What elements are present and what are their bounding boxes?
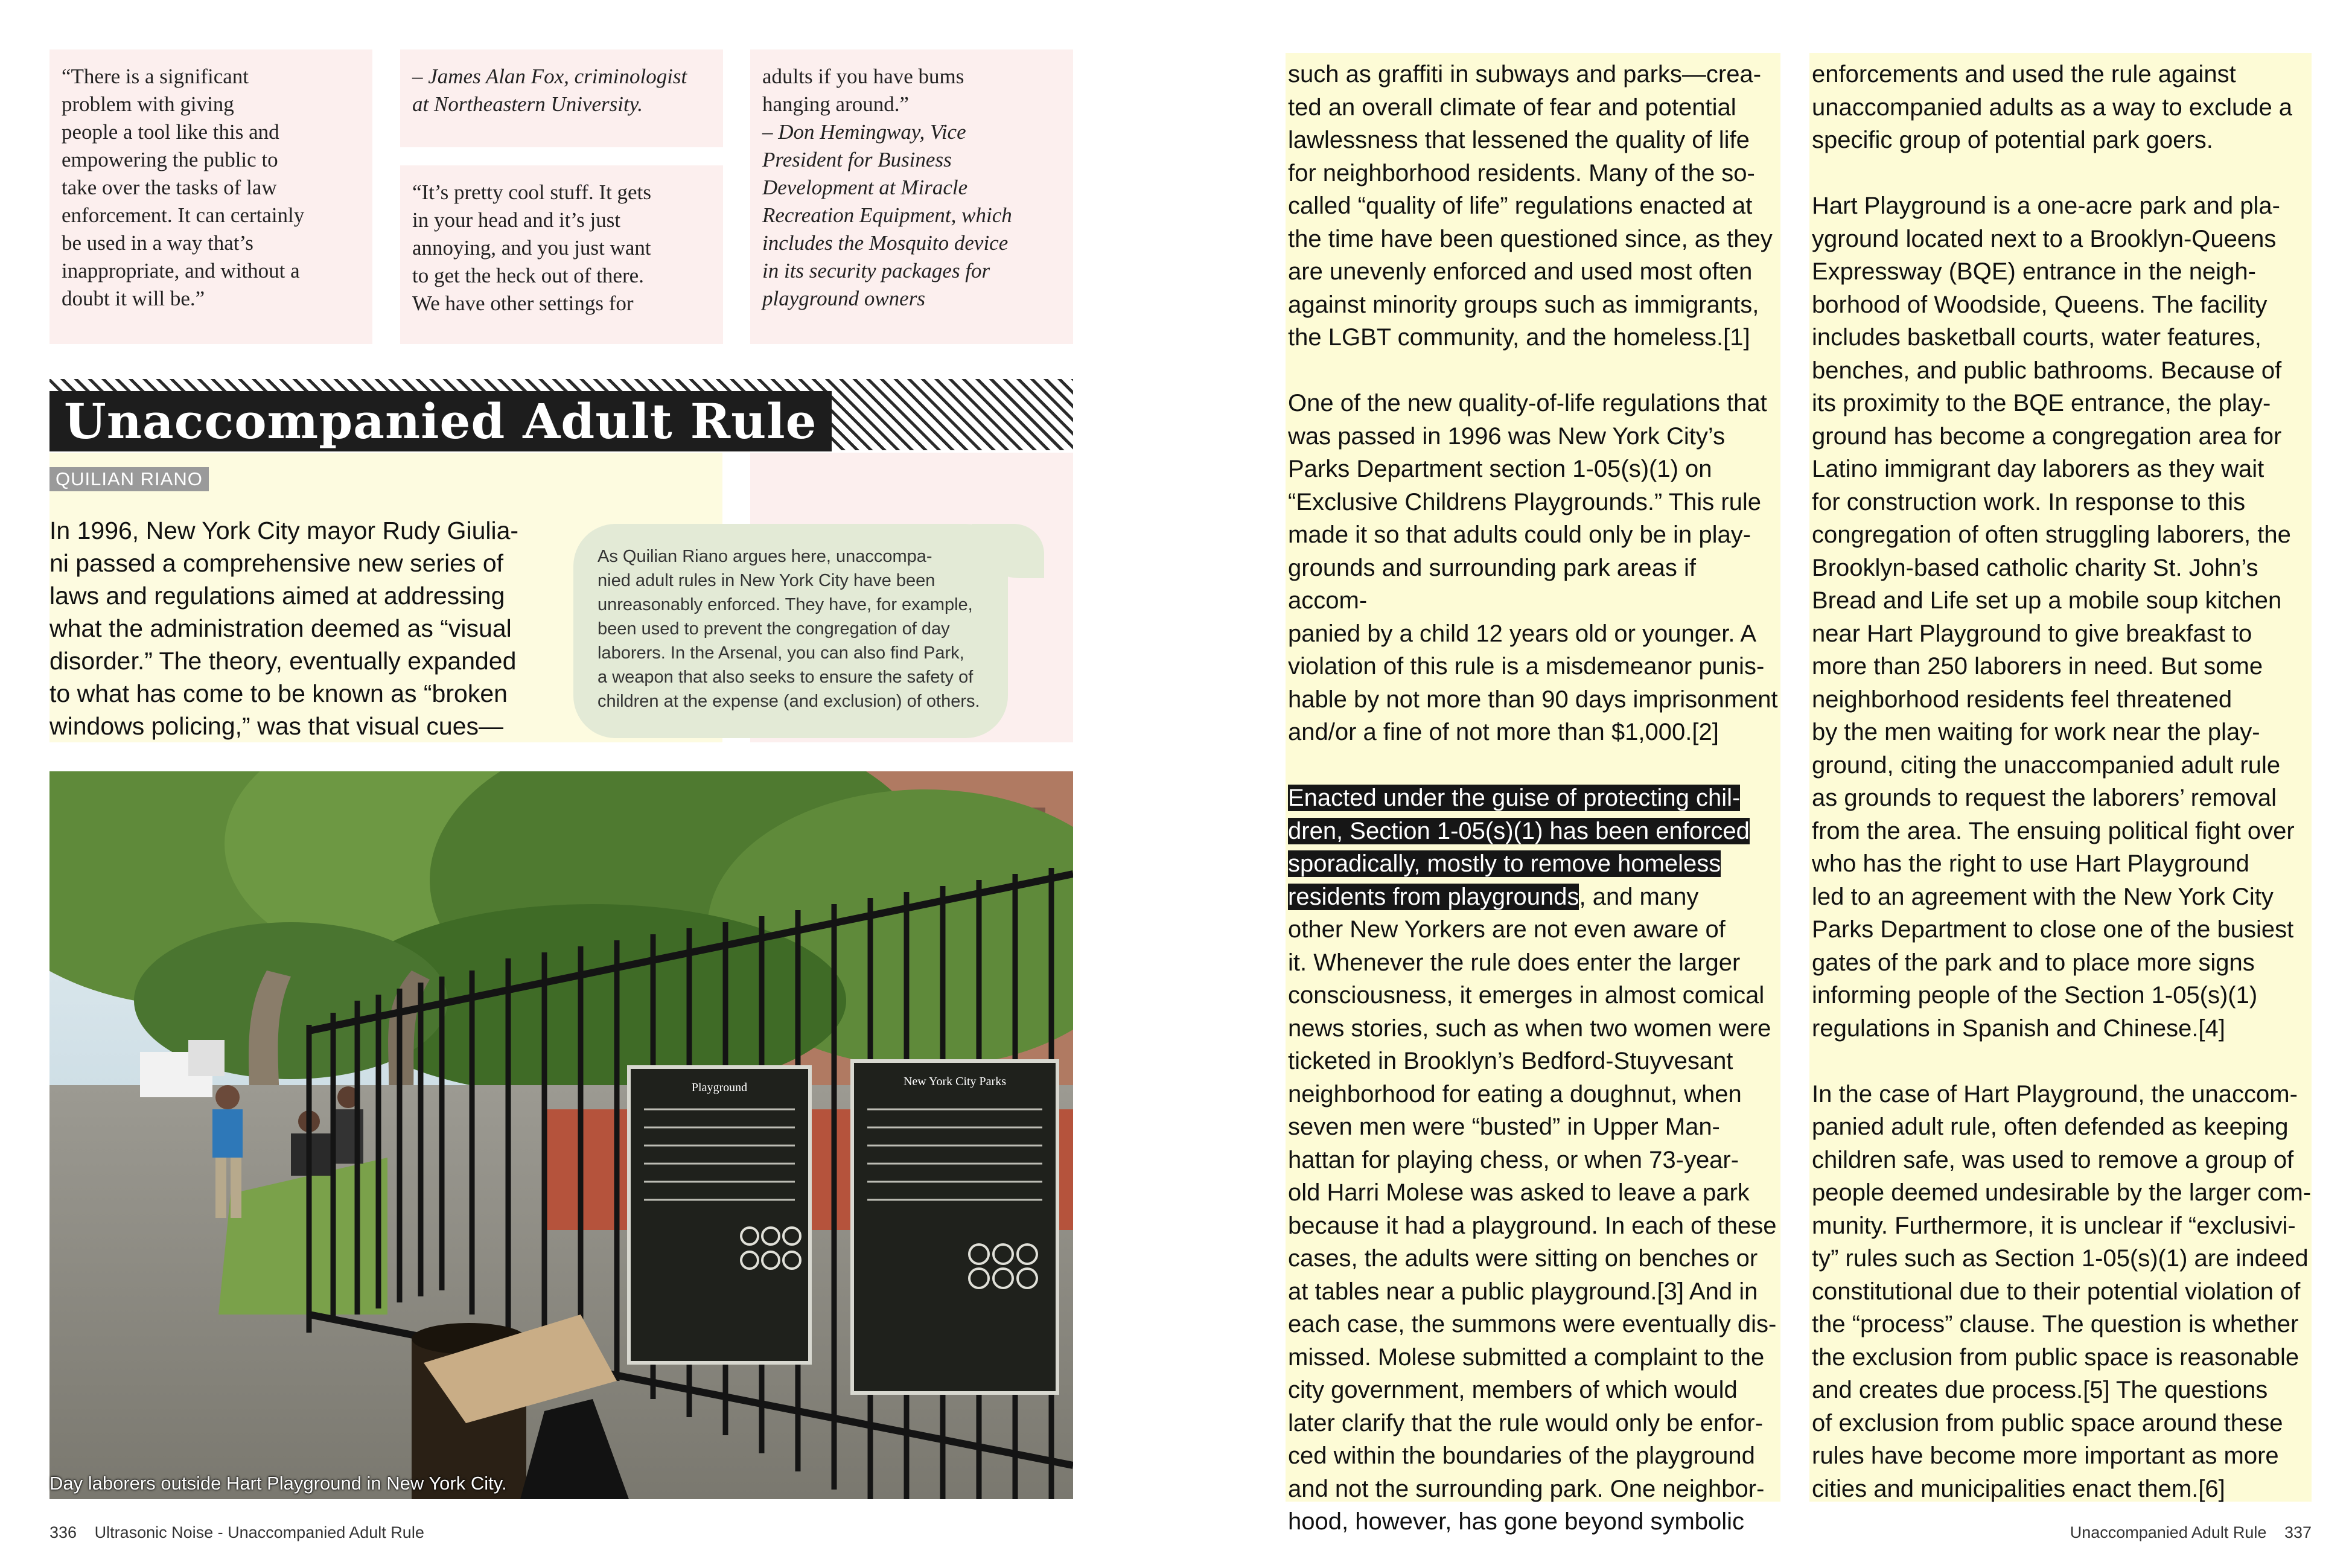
quote-attribution-fox: – James Alan Fox, criminologist at Northeastern University.	[412, 65, 687, 116]
author-byline: QUILIAN RIANO	[49, 467, 209, 491]
photo-hart-playground	[49, 771, 1073, 1499]
page-number-right: 337	[2284, 1523, 2312, 1541]
running-head-left: Ultrasonic Noise - Unaccompanied Adult Rule	[94, 1523, 424, 1541]
footer-right	[2070, 1523, 2312, 1542]
col2-paragraph-3: In the case of Hart Playground, the unaccom- panied adult rule, often defended as keeping children safe, was used to remove a group of people deemed undesirable by the larger com- munity. Furthermore, it is unclear if “exclusivi- ty” rules such as Section 1-05(s)(1) are indeed constitutional due to their potential violation of the “process” clause. The question is whether the exclusion from public space is reasonable and creates due process.[5] The questions of exclusion from public space around these rules have become more important as more cities and municipalities enact them.[6]	[1812, 1080, 2312, 1502]
photo-illustration	[49, 771, 1073, 1499]
quote-box-fox	[49, 49, 372, 344]
quote-attribution-hemingway: – Don Hemingway, Vice President for Business Development at Miracle Recreation Equipment, which includes the Mosquito device in its security packages for playground owners	[762, 120, 1012, 310]
page-number-left: 336	[49, 1523, 77, 1541]
text-column-1	[1286, 53, 1780, 1535]
intro-paragraph: In 1996, New York City mayor Rudy Giulia- ni passed a comprehensive new series of laws and regulations aimed at addressing what the administration deemed as “visual disorder.” The theory, eventually expanded to what has come to be known as “broken windows policing,” was that visual cues—	[49, 517, 519, 740]
callout-text: As Quilian Riano argues here, unaccompa- nied adult rules in New York City have been unreasonably enforced. They have, for example, been used to prevent the congregation of day laborers. In the Arsenal, you can also find Park, a weapon that also seeks to ensure the safety of children at the expense (and exclusion) of others.	[598, 547, 980, 711]
quote-fox: “There is a significant problem with giving people a tool like this and empowering the public to take over the tasks of law enforcement. It can certainly be used in a way that’s inappropriate, and without a doubt it will be.”	[62, 65, 305, 310]
highlighted-passage: Enacted under the guise of protecting chil- dren, Section 1-05(s)(1) has been enforced sporadically, mostly to remove homeless residents from playgrounds	[1288, 785, 1750, 910]
footer-left	[49, 1523, 424, 1542]
article-title: Unaccompanied Adult Rule	[49, 391, 832, 451]
running-head-right: Unaccompanied Adult Rule	[2070, 1523, 2267, 1541]
col2-paragraph-2: Hart Playground is a one-acre park and pla- yground located next to a Brooklyn-Queens Expressway (BQE) entrance in the neigh- borhood of Woodside, Queens. The facility includes basketball courts, water features, benches, and public bathrooms. Because of its proximity to the BQE entrance, the play- ground has become a congregation area for Latino immigrant day laborers as they wait for construction work. In response to this congregation of often struggling laborers, the Brooklyn-based catholic charity St. John’s Bread and Life set up a mobile soup kitchen near Hart Playground to give breakfast to more than 250 laborers in need. But some neighborhood residents feel threatened by the men waiting for work near the play- ground, citing the unaccompanied adult rule as grounds to request the laborers’ removal from the area. The ensuing political fight over who has the right to use Hart Playground led to an agreement with the New York City Parks Department to close one of the busiest gates of the park and to place more signs informing people of the Section 1-05(s)(1) regulations in Spanish and Chinese.[4]	[1812, 193, 2295, 1042]
quote-hemingway-part1: “It’s pretty cool stuff. It gets in your head and it’s just annoying, and you just want to get the heck out of there. We have other settings for	[412, 180, 651, 315]
col1-paragraph-2: One of the new quality-of-life regulations that was passed in 1996 was New York City’s Parks Department section 1-05(s)(1) on “Exclusive Childrens Playgrounds.” This rule made it so that adults could only be in play- grounds and surrounding park areas if accom- panied by a child 12 years old or younger. A violation of this rule is a misdemeanor punis- hable by not more than 90 days imprisonment and/or a fine of not more than $1,000.[2]	[1288, 390, 1778, 745]
col1-paragraph-3-rest: , and many other New Yorkers are not even aware of it. Whenever the rule does enter the larger consciousness, it emerges in almost comical news stories, such as when two women were ticketed in Brooklyn’s Bedford-Stuyvesant neighborhood for eating a doughnut, when seven men were “busted” in Upper Man- hattan for playing chess, or when 73-year- old Harri Molese was asked to leave a park because it had a playground. In each of these cases, the adults were sitting on benches or at tables near a public playground.[3] And in each case, the summons were eventually dis- missed. Molese submitted a complaint to the city government, members of which would later clarify that the rule would only be enfor- ced within the boundaries of the playground and not the surrounding park. One neighbor- hood, however, has gone beyond symbolic	[1288, 883, 1777, 1535]
quote-box-hemingway-end	[750, 49, 1073, 344]
photo-caption: Day laborers outside Hart Playground in New York City.	[49, 1473, 507, 1494]
quote-hemingway-part2: adults if you have bums hanging around.”	[762, 65, 964, 116]
col1-paragraph-1: such as graffiti in subways and parks—crea- ted an overall climate of fear and potential lawlessness that lessened the quality of life for neighborhood residents. Many of the so- called “quality of life” regulations enacted at the time have been questioned since, as they are unevenly enforced and used most often against minority groups such as immigrants, the LGBT community, and the homeless.[1]	[1288, 61, 1773, 351]
col1-paragraph-3	[1288, 782, 1780, 1538]
sign-left-title: Playground	[691, 1081, 748, 1094]
quote-box-attribution	[400, 49, 723, 147]
sign-right-title: New York City Parks	[903, 1075, 1007, 1088]
col2-paragraph-1: enforcements and used the rule against unaccompanied adults as a way to exclude a specific group of potential park goers.	[1812, 61, 2293, 153]
text-column-2	[1809, 53, 2312, 1502]
quote-box-hemingway-start	[400, 165, 723, 344]
